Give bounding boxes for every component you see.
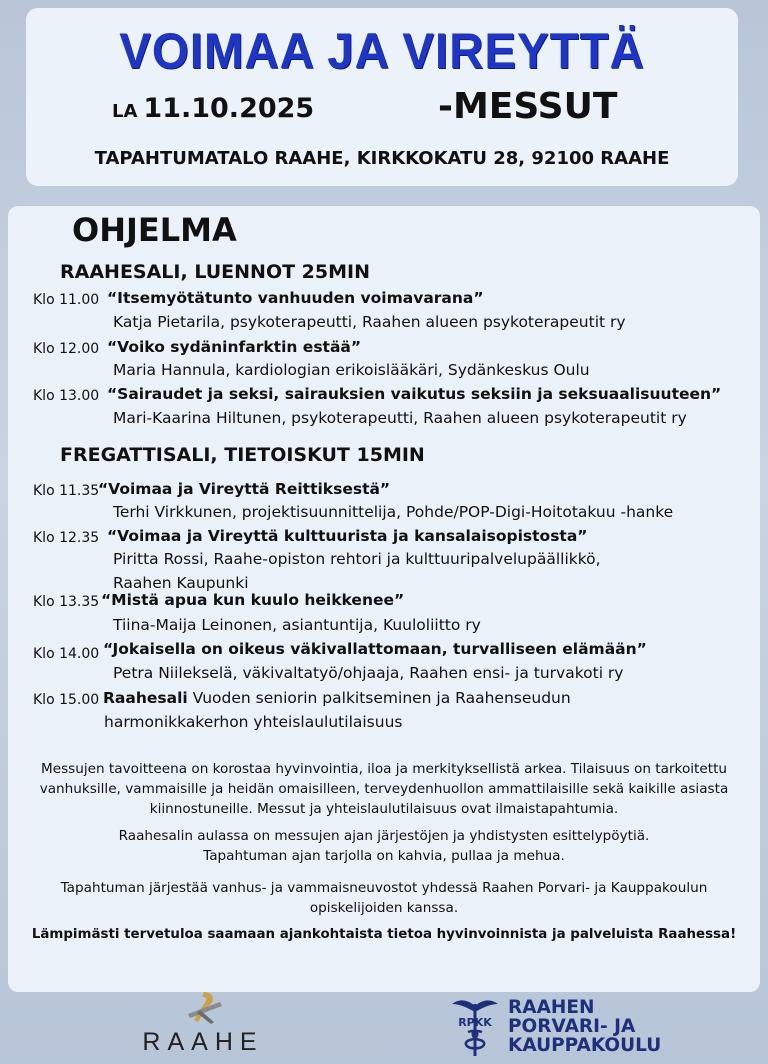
item-time: Klo 14.00 [33,646,100,662]
item-time: Klo 15.00 [33,692,100,708]
item-speaker: Terhi Virkkunen, projektisuunnittelija, Pohde/POP-Digi-Hoitotakuu -hanke [113,503,674,521]
item-speaker-line2: Raahen Kaupunki [113,574,249,592]
item-speaker: Petra Niilekselä, väkivaltatyö/ohjaaja, Raahen ensi- ja turvakoti ry [113,664,624,682]
info-paragraph-tables [0,826,768,866]
item-title: “Sairaudet ja seksi, sairauksien vaikutus seksiin ja seksuaalisuuteen” [107,385,722,403]
item-speaker: Tiina-Maija Leinonen, asiantuntija, Kuuloliitto ry [113,616,481,634]
info-line: kiinnostuneille. Messut ja yhteislaulutilaisuus ovat ilmaistapahtumia. [149,801,619,817]
item-speaker: Mari-Kaarina Hiltunen, psykoterapeutti, Raahen alueen psykoterapeutit ry [113,409,687,427]
item-time: Klo 13.35 [33,594,100,610]
event-title: VOIMAA JA VIREYTTÄ [119,23,645,79]
info-paragraph-goal [0,759,768,819]
event-venue: TAPAHTUMATALO RAAHE, KIRKKOKATU 28, 92100 RAAHE [94,148,670,169]
info-line: vanhuksille, vammaisille ja heidän omaisilleen, terveydenhuollon ammattilaisille sekä kaikille asiasta [39,781,729,797]
info-line: Tapahtuman ajan tarjolla on kahvia, pullaa ja mehua. [203,848,565,864]
item-title: “Voimaa ja Vireyttä kulttuurista ja kansalaisopistosta” [107,527,588,545]
date-prefix: LA [112,101,138,122]
item-speaker: Piritta Rossi, Raahe-opiston rehtori ja kulttuuripalvelupäällikkö, [113,550,601,568]
welcome-text: Lämpimästi tervetuloa saamaan ajankohtaista tietoa hyvinvoinnista ja palveluista Raahessa! [31,927,737,942]
rpkk-name-line: PORVARI- JA [508,1016,636,1037]
item-time: Klo 12.35 [33,530,100,546]
item-title: “Jokaisella on oikeus väkivallattomaan, turvalliseen elämään” [103,640,647,658]
item-title: “Mistä apua kun kuulo heikkenee” [101,591,405,609]
info-line: Tapahtuman järjestää vanhus- ja vammaisneuvostot yhdessä Raahen Porvari- ja Kauppakoulun [60,880,708,896]
closing-text-line2: harmonikkakerhon yhteislaulutilaisuus [104,713,403,731]
item-time: Klo 13.00 [33,388,100,404]
item-speaker: Katja Pietarila, psykoterapeutti, Raahen alueen psykoterapeutit ry [113,313,626,331]
item-time: Klo 11.35 [33,483,100,499]
closing-text: Vuoden seniorin palkitseminen ja Raahenseudun [192,689,571,707]
closing-line [103,689,571,707]
section-raahesali: RAAHESALI, LUENNOT 25MIN [60,261,371,283]
item-time: Klo 11.00 [33,292,100,308]
item-speaker: Maria Hannula, kardiologian erikoislääkäri, Sydänkeskus Oulu [113,361,590,379]
raahe-logo [118,986,288,1056]
event-date [112,93,314,124]
info-paragraph-organizer [0,878,768,918]
item-title: “Voiko sydäninfarktin estää” [107,338,362,356]
header-card [26,8,738,186]
info-line: opiskelijoiden kanssa. [309,900,459,916]
program-heading: OHJELMA [72,211,237,249]
raahe-emblem-icon [174,988,234,1028]
rpkk-name-line: KAUPPAKOULU [508,1035,662,1056]
event-subtitle: -MESSUT [438,86,618,127]
item-time: Klo 12.00 [33,341,100,357]
closing-place: Raahesali [103,689,188,707]
raahe-wordmark: RAAHE [142,1028,264,1056]
date-value: 11.10.2025 [143,93,315,124]
section-fregattisali: FREGATTISALI, TIETOISKUT 15MIN [60,444,425,466]
rpkk-logo [448,994,678,1058]
rpkk-name-line: RAAHEN [508,997,595,1018]
info-line: Messujen tavoitteena on korostaa hyvinvointia, iloa ja merkityksellistä arkea. Tilaisuus on tarkoitettu [40,761,728,777]
item-title: “Voimaa ja Vireyttä Reittiksestä” [98,480,391,498]
rpkk-abbr: RPKK [458,1016,492,1029]
caduceus-icon [448,994,502,1058]
item-title: “Itsemyötätunto vanhuuden voimavarana” [107,289,484,307]
rpkk-name [508,998,661,1055]
info-line: Raahesalin aulassa on messujen ajan järjestöjen ja yhdistysten esittelypöytiä. [118,828,650,844]
